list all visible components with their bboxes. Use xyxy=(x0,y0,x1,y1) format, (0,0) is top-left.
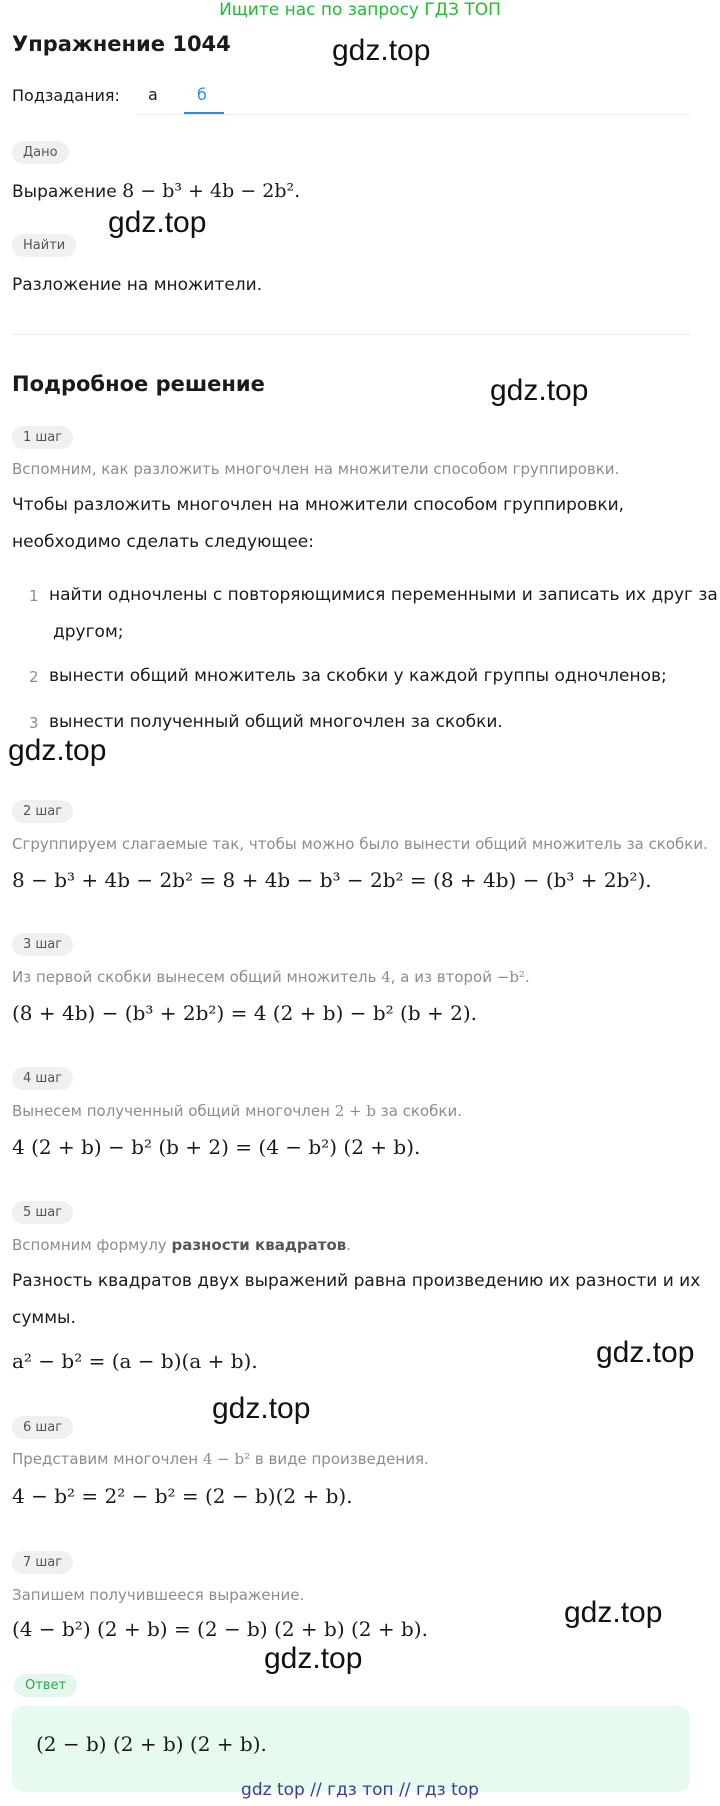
find-label: Найти xyxy=(12,234,76,257)
footer-separator: // xyxy=(399,1780,411,1800)
subtasks-label: Подзадания: xyxy=(12,86,120,105)
footer-separator: // xyxy=(310,1780,322,1800)
footer-links xyxy=(0,1780,720,1800)
step-3-hint xyxy=(12,968,530,986)
step-6-hint-post: в виде произведения. xyxy=(254,1450,429,1468)
footer-link[interactable]: гдз топ xyxy=(327,1780,394,1800)
step-3-hint-pre: Из первой скобки вынесем общий множитель xyxy=(12,968,377,986)
step-7-label: 7 шаг xyxy=(12,1551,73,1574)
page-title: Упражнение 1044 xyxy=(12,32,231,56)
step-1-hint: Вспомним, как разложить многочлен на множители способом группировки. xyxy=(12,460,620,478)
step-6-label: 6 шаг xyxy=(12,1416,73,1439)
step-5-label: 5 шаг xyxy=(12,1201,73,1224)
answer-label: Ответ xyxy=(14,1674,77,1697)
watermark: gdz.top xyxy=(8,734,107,767)
given-statement xyxy=(12,180,300,202)
given-text: Выражение xyxy=(12,182,117,202)
step-4-hint-post: за скобки. xyxy=(380,1102,462,1120)
list-number: 2 xyxy=(29,668,39,686)
step-3-hint-factor: 4 xyxy=(381,968,391,986)
step-2-label: 2 шаг xyxy=(12,800,73,823)
step-3-label: 3 шаг xyxy=(12,933,73,956)
solution-heading: Подробное решение xyxy=(12,372,265,396)
step-5-hint-bold: разности квадратов xyxy=(171,1236,347,1254)
step-2-hint: Сгруппируем слагаемые так, чтобы можно было вынести общий множитель за скобки. xyxy=(12,835,708,853)
top-banner[interactable]: Ищите нас по запросу ГДЗ ТОП xyxy=(219,0,501,20)
list-item-3: вынести полученный общий многочлен за скобки. xyxy=(49,712,503,732)
list-item-1-cont: другом; xyxy=(53,622,124,642)
list-item-2: вынести общий множитель за скобки у каждой группы одночленов; xyxy=(49,666,667,686)
diff-squares-line-2: суммы. xyxy=(12,1308,76,1328)
given-label: Дано xyxy=(12,141,69,164)
step-3-hint-post: . xyxy=(524,968,530,986)
intro-line-2: необходимо сделать следующее: xyxy=(12,532,314,552)
step-3-math: (8 + 4b) − (b³ + 2b²) = 4 (2 + b) − b² (b + 2). xyxy=(12,1001,478,1025)
answer-math: (2 − b) (2 + b) (2 + b). xyxy=(36,1732,267,1756)
step-7-math: (4 − b²) (2 + b) = (2 − b) (2 + b) (2 + b). xyxy=(12,1617,428,1641)
step-6-hint xyxy=(12,1450,429,1468)
step-7-hint: Запишем получившееся выражение. xyxy=(12,1586,305,1604)
step-4-hint-pre: Вынесем полученный общий многочлен xyxy=(12,1102,330,1120)
tab-b[interactable]: б xyxy=(197,85,207,104)
step-2-math: 8 − b³ + 4b − 2b² = 8 + 4b − b³ − 2b² = (8 + 4b) − (b³ + 2b²). xyxy=(12,868,652,892)
watermark: gdz.top xyxy=(564,1596,663,1629)
step-6-hint-expr: 4 − b² xyxy=(202,1450,251,1468)
list-item-1: найти одночлены с повторяющимися переменными и записать их друг за xyxy=(49,585,718,605)
step-4-math: 4 (2 + b) − b² (b + 2) = (4 − b²) (2 + b). xyxy=(12,1135,421,1159)
step-3-hint-expr: −b² xyxy=(496,968,525,986)
step-5-hint-pre: Вспомним формулу xyxy=(12,1236,167,1254)
section-divider xyxy=(12,334,690,335)
find-text: Разложение на множители. xyxy=(12,275,263,295)
watermark: gdz.top xyxy=(264,1642,363,1675)
step-1-label: 1 шаг xyxy=(12,426,73,449)
step-5-hint xyxy=(12,1236,351,1254)
given-expr: 8 − b³ + 4b − 2b². xyxy=(122,180,301,202)
list-number: 3 xyxy=(29,714,39,732)
watermark: gdz.top xyxy=(490,374,589,407)
step-6-hint-pre: Представим многочлен xyxy=(12,1450,199,1468)
step-5-math: a² − b² = (a − b)(a + b). xyxy=(12,1349,258,1373)
watermark: gdz.top xyxy=(596,1336,695,1369)
step-5-hint-post: . xyxy=(346,1236,352,1254)
footer-link[interactable]: gdz top xyxy=(241,1780,305,1800)
step-4-label: 4 шаг xyxy=(12,1067,73,1090)
step-3-hint-mid: , а из второй xyxy=(390,968,492,986)
watermark: gdz.top xyxy=(108,206,207,239)
tab-a[interactable]: а xyxy=(148,85,158,104)
footer-link[interactable]: гдз top xyxy=(415,1780,479,1800)
step-4-hint xyxy=(12,1102,462,1120)
list-number: 1 xyxy=(29,587,39,605)
intro-line-1: Чтобы разложить многочлен на множители способом группировки, xyxy=(12,495,625,515)
step-6-math: 4 − b² = 2² − b² = (2 − b)(2 + b). xyxy=(12,1484,353,1508)
tabs-divider xyxy=(138,114,690,115)
diff-squares-line-1: Разность квадратов двух выражений равна произведению их разности и их xyxy=(12,1271,701,1291)
watermark: gdz.top xyxy=(332,34,431,67)
watermark: gdz.top xyxy=(212,1392,311,1425)
step-4-hint-expr: 2 + b xyxy=(334,1102,376,1120)
